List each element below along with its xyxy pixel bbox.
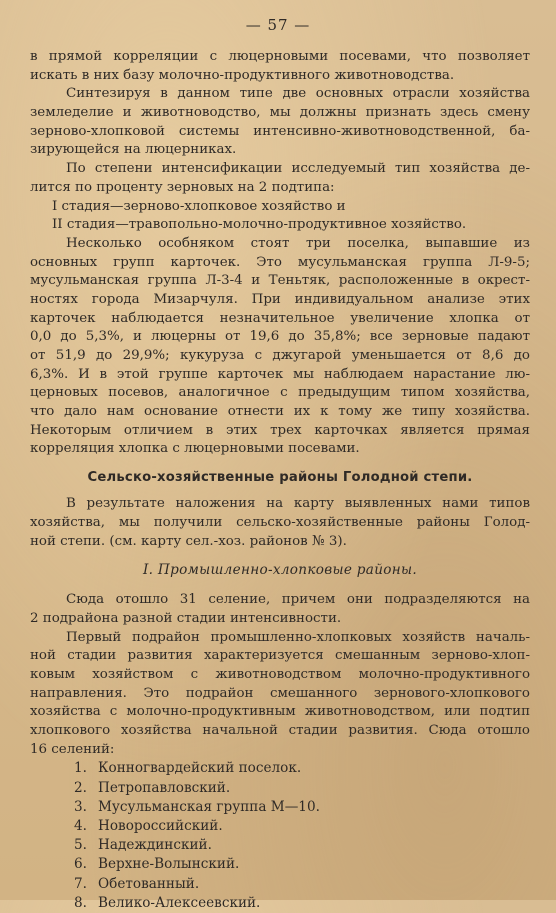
paragraph-7 xyxy=(30,629,530,760)
text-line: Некоторым отличием в этих трех карточках является прямая xyxy=(30,422,530,438)
text-line: хлопкового хозяйства начальной стадии развития. Сюда отошло xyxy=(30,723,530,738)
text-line: 6,3%. И в этой группе карточек мы наблюдаем нарастание лю- xyxy=(30,366,530,382)
list-item-number: 8. xyxy=(74,894,87,911)
text-line: зирующейся на люцерниках. xyxy=(30,142,237,158)
list-item-name: Петропавловский. xyxy=(98,779,231,796)
stage-list xyxy=(30,198,530,235)
text-line: искать в них базу молочно-продуктивного животноводства. xyxy=(30,67,455,83)
list-item xyxy=(74,759,530,778)
text-line: Сюда отошло 31 селение, причем они подразделяются на xyxy=(66,592,530,608)
text-line: в прямой корреляции с люцерновыми посевами, что позволяет xyxy=(30,49,530,64)
text-line: что дало нам основание отнести их к тому же типу хозяйства. xyxy=(30,404,530,420)
paragraph-4 xyxy=(30,235,530,459)
list-item-number: 6. xyxy=(74,856,87,873)
paragraph-2 xyxy=(30,85,530,160)
list-item-name: Обетованный. xyxy=(98,875,200,892)
list-item xyxy=(74,855,530,874)
list-item-number: 7. xyxy=(74,875,87,892)
text-line: ностях города Мизарчуля. При индивидуальном анализе этих xyxy=(30,291,530,307)
section-heading: Сельско-хозяйственные районы Голодной степи. xyxy=(87,470,473,486)
list-item-number: 4. xyxy=(74,817,87,834)
text-line: от 51,9 до 29,9%; кукуруза с джугарой уменьшается от 8,6 до xyxy=(30,348,530,363)
text-line: лится по проценту зерновых на 2 подтипа: xyxy=(30,179,335,195)
text-line: хозяйства с молочно-продуктивным животноводством, или подтип xyxy=(30,704,530,720)
list-item-name: Новороссийский. xyxy=(98,817,223,834)
list-item-name: Верхне-Волынский. xyxy=(98,856,240,873)
list-item-name: Надеждинский. xyxy=(98,837,212,854)
text-line: Первый подрайон промышленно-хлопковых хозяйств началь- xyxy=(66,629,530,645)
text-line: хозяйства, мы получили сельско-хозяйственные районы Голод- xyxy=(30,514,530,530)
text-line: ной стадии развития характеризуется смешанным зерново-хлоп- xyxy=(30,648,530,664)
list-item-number: 1. xyxy=(74,760,87,777)
list-item xyxy=(74,875,530,894)
paragraph-6 xyxy=(30,591,530,628)
list-item-number: 2. xyxy=(74,779,87,796)
paragraph-3 xyxy=(30,160,530,197)
list-item xyxy=(74,798,530,817)
text-line: зерново-хлопковой системы интенсивно-животноводственной, ба- xyxy=(30,123,530,139)
text-line: ной степи. (см. карту сел.-хоз. районов № 3). xyxy=(30,533,347,549)
list-item-number: 5. xyxy=(74,837,87,854)
list-item-name: Велико-Алексеевский. xyxy=(98,894,261,911)
text-line: 16 селений: xyxy=(30,741,115,757)
paragraph-1 xyxy=(30,48,530,85)
text-line: направления. Это подрайон смешанного зернового-хлопкового xyxy=(30,685,530,701)
list-item-name: Конногвардейский поселок. xyxy=(98,760,302,777)
list-item-number: 3. xyxy=(74,798,87,815)
list-item xyxy=(74,894,530,913)
page-body xyxy=(30,48,530,913)
text-line: В результате наложения на карту выявленных нами типов xyxy=(66,496,530,512)
list-item xyxy=(74,836,530,855)
text-line: земледелие и животноводство, мы должны признать здесь смену xyxy=(30,105,530,121)
subsection-heading: I. Промышленно-хлопковые районы. xyxy=(143,562,417,579)
list-item-name: Мусульманская группа М—10. xyxy=(98,798,320,815)
text-line: основных групп карточек. Это мусульманская группа Л-9-5; xyxy=(30,254,530,270)
text-line: 0,0 до 5,3%, и люцерны от 19,6 до 35,8%; все зерновые падают xyxy=(30,329,530,345)
paragraph-5 xyxy=(30,495,530,551)
village-list xyxy=(30,759,530,913)
text-line: церновых посевов, аналогичное с предыдущим типом хозяйства, xyxy=(30,385,530,401)
stage-item: II стадия—травопольно-молочно-продуктивное хозяйство. xyxy=(52,217,467,233)
text-line: корреляция хлопка с люцерновыми посевами. xyxy=(30,441,360,457)
page-number: — 57 — xyxy=(245,16,311,34)
list-item xyxy=(74,779,530,798)
text-line: карточек наблюдается незначительное увеличение хлопка от xyxy=(30,310,530,326)
text-line: ковым хозяйством с животноводством молочно-продуктивного xyxy=(30,666,530,682)
list-item xyxy=(74,817,530,836)
text-line: Несколько особняком стоят три поселка, выпавшие из xyxy=(66,235,530,251)
text-line: мусульманская группа Л-3-4 и Теньтяк, расположенные в окрест- xyxy=(30,273,530,289)
text-line: Синтезируя в данном типе две основных отрасли хозяйства xyxy=(66,86,530,102)
text-line: По степени интенсификации исследуемый тип хозяйства де- xyxy=(66,161,530,177)
text-line: 2 подрайона разной стадии интенсивности. xyxy=(30,610,342,626)
stage-item: I стадия—зерново-хлопковое хозяйство и xyxy=(52,198,346,214)
